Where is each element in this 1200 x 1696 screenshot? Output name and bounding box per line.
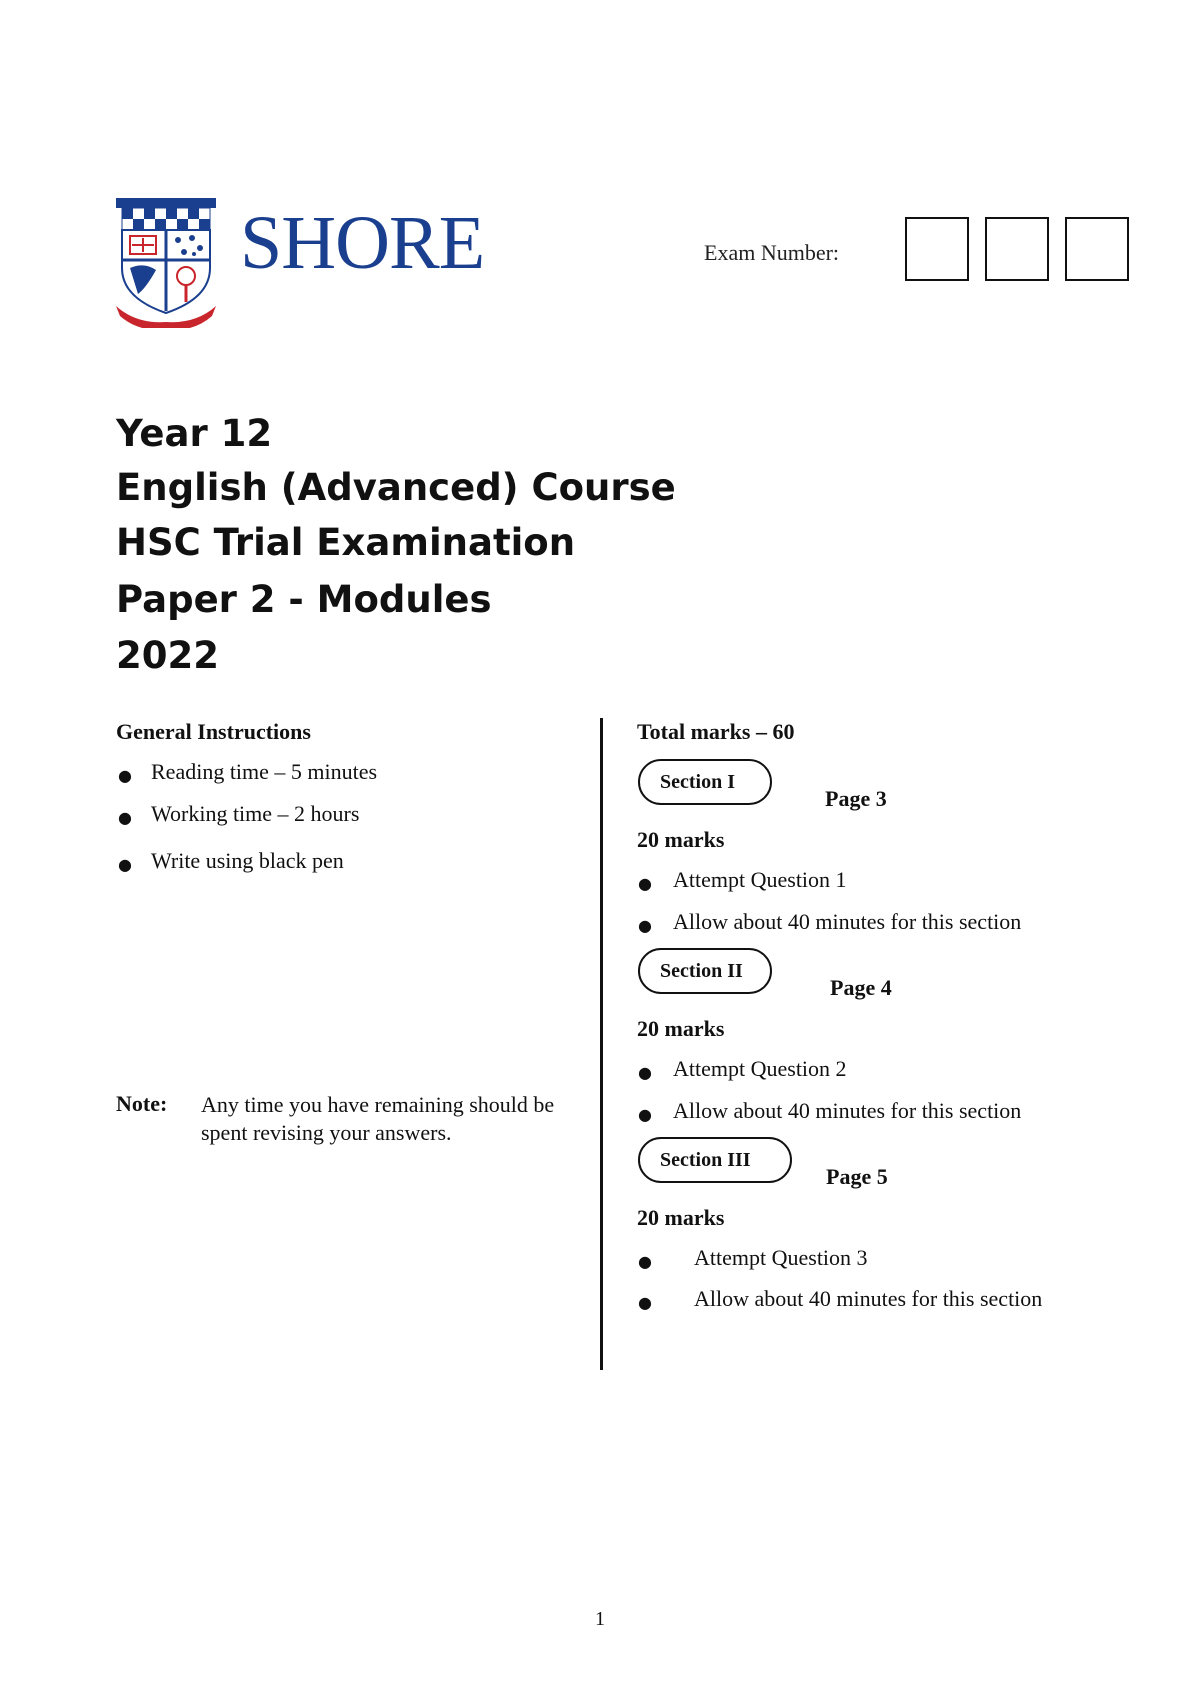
section-1-badge: Section I <box>638 759 772 805</box>
instruction-item: Working time – 2 hours <box>151 801 360 826</box>
section-3-item: Allow about 40 minutes for this section <box>694 1286 1043 1311</box>
note-text: Any time you have remaining should be spent revising your answers. <box>201 1092 555 1145</box>
bullet-icon: ● <box>118 766 132 785</box>
section-1-item: Allow about 40 minutes for this section <box>673 909 1022 934</box>
general-instructions-heading: General Instructions <box>116 719 311 744</box>
title-exam: HSC Trial Examination <box>116 521 576 564</box>
total-marks: Total marks – 60 <box>637 719 795 744</box>
bullet-icon: ● <box>118 808 132 827</box>
section-1-item: Attempt Question 1 <box>673 867 847 892</box>
section-3-badge: Section III <box>638 1137 792 1183</box>
school-crest-logo <box>116 198 216 328</box>
section-2-badge: Section II <box>638 948 772 994</box>
section-3-page: Page 5 <box>826 1164 888 1189</box>
page-number: 1 <box>595 1608 605 1630</box>
section-2-page: Page 4 <box>830 975 892 1000</box>
bullet-icon: ● <box>638 1063 652 1082</box>
title-year: Year 12 <box>116 412 273 455</box>
bullet-icon: ● <box>638 1105 652 1124</box>
bullet-icon: ● <box>118 855 132 874</box>
exam-number-label: Exam Number: <box>704 240 840 265</box>
exam-number-box-2[interactable] <box>985 217 1049 281</box>
title-year-number: 2022 <box>116 634 219 677</box>
section-1-page: Page 3 <box>825 786 887 811</box>
school-logo-wordmark: SHORE <box>240 201 485 285</box>
bullet-icon: ● <box>638 1293 652 1312</box>
section-3-marks: 20 marks <box>637 1205 725 1230</box>
instruction-item: Reading time – 5 minutes <box>151 759 378 784</box>
section-2-item: Attempt Question 2 <box>673 1056 847 1081</box>
note-label: Note: <box>116 1091 168 1116</box>
section-3-item: Attempt Question 3 <box>694 1245 868 1270</box>
exam-number-box-1[interactable] <box>905 217 969 281</box>
section-2-item: Allow about 40 minutes for this section <box>673 1098 1022 1123</box>
bullet-icon: ● <box>638 916 652 935</box>
column-divider <box>600 718 603 1370</box>
section-1-marks: 20 marks <box>637 827 725 852</box>
exam-number-box-3[interactable] <box>1065 217 1129 281</box>
instruction-item: Write using black pen <box>151 848 344 873</box>
title-course: English (Advanced) Course <box>116 466 676 509</box>
section-2-marks: 20 marks <box>637 1016 725 1041</box>
bullet-icon: ● <box>638 1252 652 1271</box>
title-paper: Paper 2 - Modules <box>116 578 492 621</box>
bullet-icon: ● <box>638 874 652 893</box>
